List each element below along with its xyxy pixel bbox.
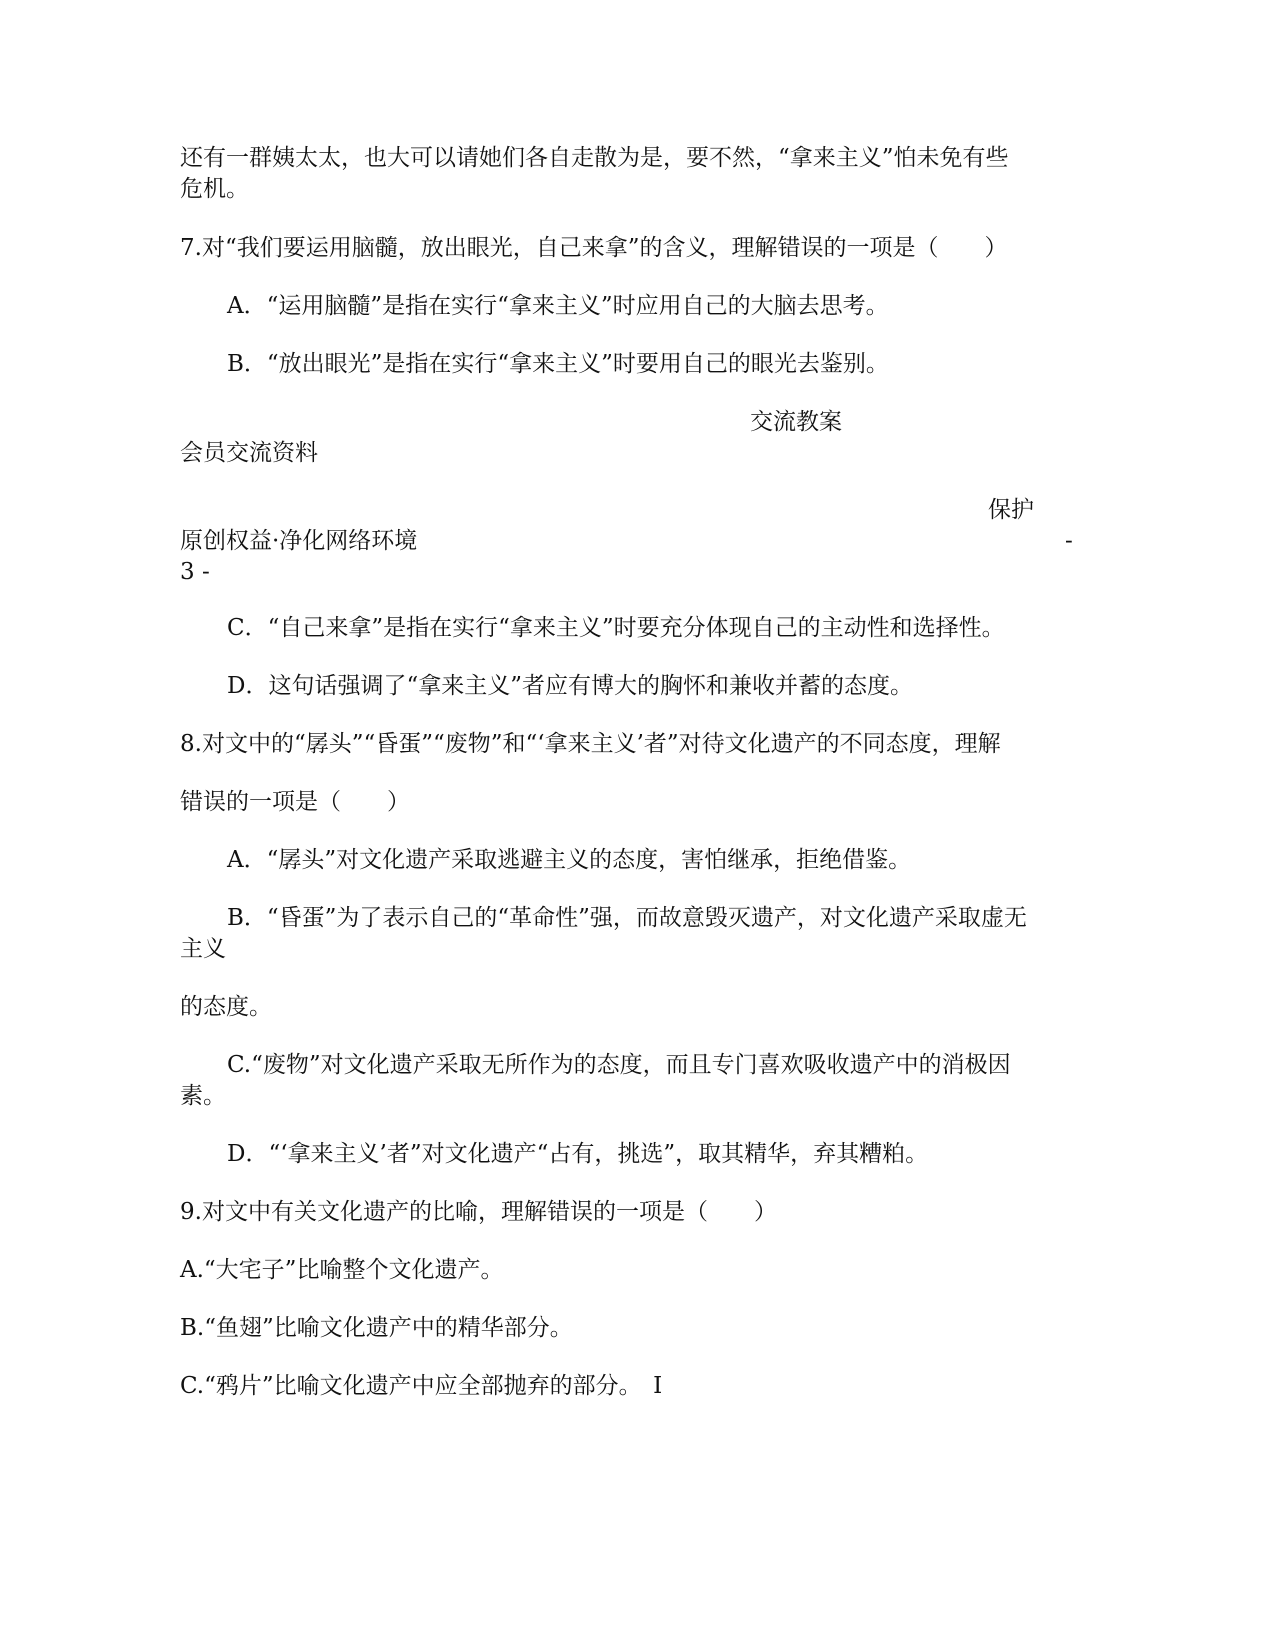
question-7-option-d: D．这句话强调了“拿来主义”者应有博大的胸怀和兼收并蓄的态度。	[227, 673, 913, 699]
question-8-stem-2: 错误的一项是（ ）	[180, 789, 410, 815]
footer-left-text: 会员交流资料	[180, 440, 318, 466]
question-8-option-a: A．“孱头”对文化遗产采取逃避主义的态度，害怕继承，拒绝借鉴。	[227, 847, 912, 873]
question-9-option-a: A.“大宅子”比喻整个文化遗产。	[180, 1257, 504, 1283]
footer-center-text: 交流教案	[750, 409, 842, 435]
page-number: 3 -	[180, 559, 210, 585]
question-8-stem: 8.对文中的“孱头”“昏蛋”“废物”和“‘拿来主义’者”对待文化遗产的不同态度，理解	[180, 731, 1001, 757]
question-8-option-c-cont: 素。	[180, 1083, 226, 1109]
question-7-option-a: A．“运用脑髓”是指在实行“拿来主义”时应用自己的大脑去思考。	[227, 293, 889, 319]
question-7-option-c: C．“自己来拿”是指在实行“拿来主义”时要充分体现自己的主动性和选择性。	[227, 615, 1005, 641]
question-8-option-d: D．“‘拿来主义’者”对文化遗产“占有，挑选”，取其精华，弃其糟粕。	[227, 1141, 929, 1167]
question-9-option-c: C.“鸦片”比喻文化遗产中应全部抛弃的部分。 I	[180, 1373, 663, 1399]
question-8-option-b-cont: 主义	[180, 936, 226, 962]
question-9-option-b: B.“鱼翅”比喻文化遗产中的精华部分。	[180, 1315, 573, 1341]
question-8-option-b-cont-2: 的态度。	[180, 994, 272, 1020]
passage-line: 还有一群姨太太，也大可以请她们各自走散为是，要不然，“拿来主义”怕未免有些	[180, 145, 1009, 171]
footer-left-text-2: 原创权益·净化网络环境	[180, 528, 418, 554]
question-8-option-c: C.“废物”对文化遗产采取无所作为的态度，而且专门喜欢吸收遗产中的消极因	[227, 1052, 1011, 1078]
question-7-stem: 7.对“我们要运用脑髓，放出眼光，自己来拿”的含义，理解错误的一项是（ ）	[180, 235, 1008, 261]
question-9-stem: 9.对文中有关文化遗产的比喻，理解错误的一项是（ ）	[180, 1199, 777, 1225]
footer-dash: -	[1065, 528, 1073, 554]
footer-right-text: 保护	[988, 497, 1034, 523]
question-8-option-b: B．“昏蛋”为了表示自己的“革命性”强，而故意毁灭遗产，对文化遗产采取虚无	[227, 905, 1027, 931]
question-7-option-b: B．“放出眼光”是指在实行“拿来主义”时要用自己的眼光去鉴别。	[227, 351, 889, 377]
passage-line: 危机。	[180, 176, 249, 202]
